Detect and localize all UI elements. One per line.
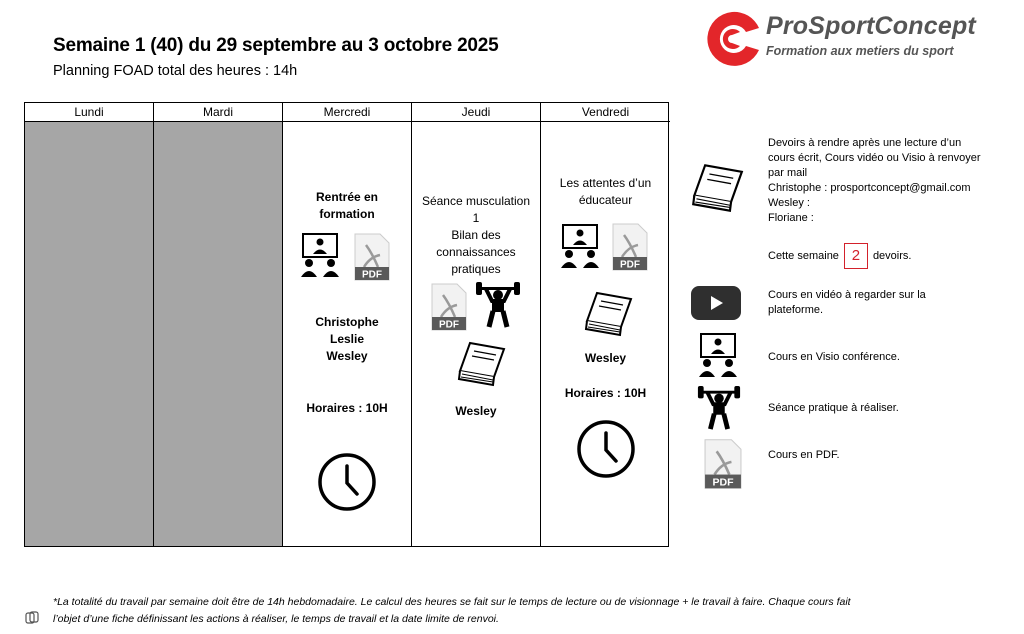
visio-icon [559, 224, 601, 268]
legend-devoirs: Devoirs à rendre après une lecture d’un cours écrit, Cours vidéo ou Visio à renvoyer par mail Christophe : prosportconcept@gmail.com Wesley : Floriane : [768, 137, 981, 224]
book-icon [583, 291, 633, 337]
column-mercredi [283, 103, 412, 546]
svg-text:PDF: PDF [362, 269, 382, 281]
weightlifting-icon [696, 385, 742, 431]
svg-text:PDF: PDF [620, 259, 640, 271]
empty-day-block [154, 122, 282, 546]
pdf-icon [354, 233, 390, 281]
jeudi-trainer: Wesley [455, 404, 497, 418]
column-mardi [154, 103, 283, 546]
vendredi-schedule: Horaires : 10H [564, 386, 647, 400]
vendredi-trainer: Wesley [584, 351, 627, 365]
clock-icon [576, 419, 636, 479]
svg-text:PDF: PDF [712, 476, 734, 489]
visio-icon [299, 233, 341, 277]
visio-icon [697, 333, 739, 377]
day-header: Vendredi [541, 103, 670, 122]
legend-visio: Cours en Visio conférence. [768, 351, 900, 363]
column-jeudi [412, 103, 541, 546]
day-header: Lundi [25, 103, 153, 122]
page-subtitle: Planning FOAD total des heures : 14h [53, 63, 298, 79]
day-header: Jeudi [412, 103, 540, 122]
empty-day-block [25, 122, 153, 546]
brand-name: ProSportConcept [766, 12, 976, 40]
clock-icon [317, 452, 377, 512]
video-play-icon [691, 286, 741, 320]
jeudi-session-title: Séance musculation 1 Bilan des connaissances pratiques [421, 194, 531, 276]
day-header: Mardi [154, 103, 282, 122]
pdf-icon [704, 438, 742, 490]
mercredi-trainers: Christophe Leslie Wesley [315, 315, 379, 363]
book-icon [690, 163, 744, 213]
brand-tagline: Formation aux metiers du sport [766, 44, 954, 58]
book-icon [456, 341, 506, 387]
pdf-icon [431, 283, 467, 331]
accessibility-icon [25, 611, 39, 625]
page-title: Semaine 1 (40) du 29 septembre au 3 octobre 2025 [53, 35, 499, 56]
legend-pdf: Cours en PDF. [768, 449, 840, 461]
legend-semaine: Cette semaine 2 devoirs. [768, 243, 1018, 269]
day-header: Mercredi [283, 103, 411, 122]
mercredi-schedule: Horaires : 10H [306, 401, 388, 415]
weekly-schedule-table [24, 102, 669, 547]
column-vendredi [541, 103, 670, 546]
pdf-icon [612, 223, 648, 271]
legend-pratique: Séance pratique à réaliser. [768, 402, 899, 414]
brand-logo [702, 10, 1012, 70]
legend-video: Cours en vidéo à regarder sur la plateforme. [768, 289, 926, 316]
devoirs-count-badge: 2 [844, 243, 868, 269]
mercredi-session-title: Rentrée en formation [315, 190, 379, 221]
vendredi-session-title: Les attentes d’un éducateur [559, 176, 652, 207]
footer-note: *La totalité du travail par semaine doit être de 14h hebdomadaire. Le calcul des heures se fait sur le temps de lecture ou de visionnage + le travail à faire. Chaque cours fait l’objet d’une fiche définissant les actions à réaliser, le temps de travail et la date limite de renvoi. [53, 596, 851, 625]
logo-mark-icon [702, 10, 762, 68]
svg-text:PDF: PDF [439, 319, 459, 331]
weightlifting-icon [474, 281, 522, 329]
column-lundi [25, 103, 154, 546]
